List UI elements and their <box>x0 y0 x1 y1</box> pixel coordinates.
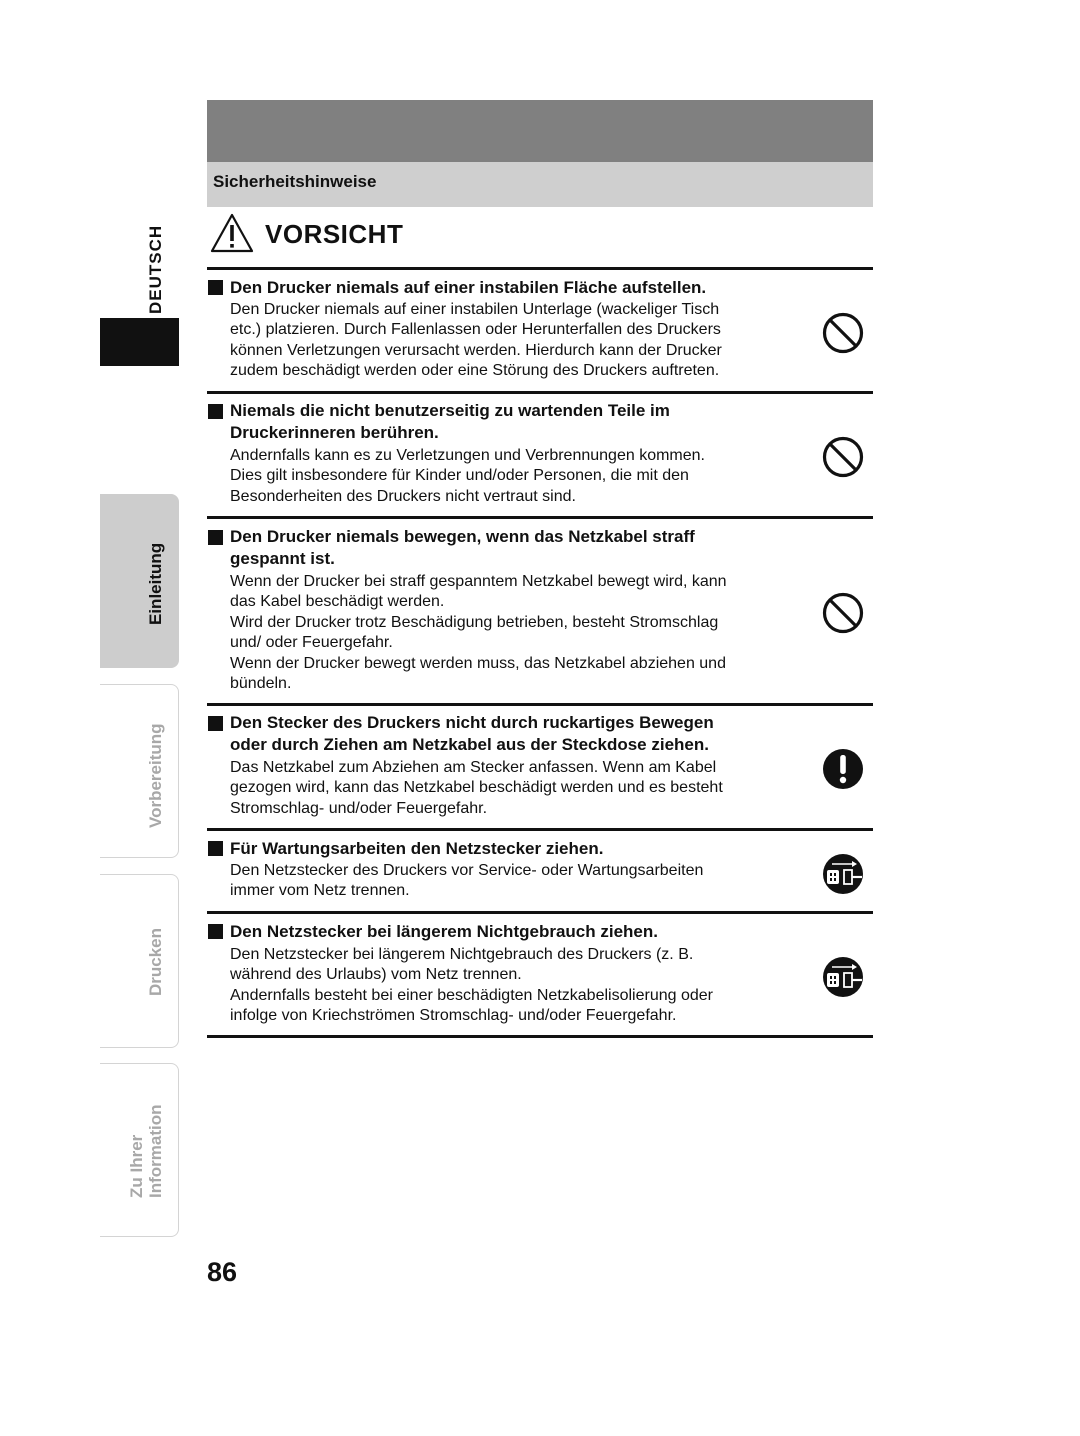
divider <box>207 828 873 831</box>
tab-drucken-label: Drucken <box>146 927 165 996</box>
item-heading: Für Wartungsarbeiten den Netzstecker ziehen. <box>230 839 604 858</box>
item-body: Den Drucker niemals auf einer instabilen Unterlage (wackeliger Tisch etc.) platzieren. Durch Fallenlassen oder Herunterfallen des Druckers können Verletzungen verursacht werden. Hierdurch kann der Drucker zudem beschädigt werden oder eine Störung des Druckers auftreten. <box>230 301 722 380</box>
unplug-icon <box>822 853 864 895</box>
caution-heading: VORSICHT <box>265 219 404 249</box>
item-body: Das Netzkabel zum Abziehen am Stecker anfassen. Wenn am Kabel gezogen wird, kann das Netzkabel beschädigt werden und es besteht Stromschlag- und/oder Feuergefahr. <box>230 759 723 817</box>
prohibition-icon <box>822 312 864 354</box>
divider <box>207 703 873 706</box>
tab-information-label: Information <box>146 1104 165 1198</box>
item-body: Den Netzstecker bei längerem Nichtgebrauch des Druckers (z. B. während des Urlaubs) vom Netz trennen. Andernfalls besteht bei einer beschädigten Netzkabelisolierung oder infolge von Kriechströmen Stromschlag- und/oder Feuergefahr. <box>230 946 713 1025</box>
item-body: Wenn der Drucker bei straff gespanntem Netzkabel bewegt wird, kann das Kabel beschädigt werden. Wird der Drucker trotz Beschädigung betrieben, besteht Stromschlag und/ oder Feuergefahr. Wenn der Drucker bewegt werden muss, das Netzkabel abziehen und bündeln. <box>230 573 727 693</box>
tab-zu-ihrer-label: Zu Ihrer <box>127 1134 146 1198</box>
bullet-square <box>208 404 223 419</box>
item-heading: Den Stecker des Druckers nicht durch ruckartiges Bewegen oder durch Ziehen am Netzkabel aus der Steckdose ziehen. <box>230 713 714 754</box>
tab-drucken[interactable] <box>100 874 179 1048</box>
divider <box>207 267 873 270</box>
divider <box>207 516 873 519</box>
divider <box>207 391 873 394</box>
item-heading: Den Drucker niemals bewegen, wenn das Netzkabel straff gespannt ist. <box>230 527 695 568</box>
item-body: Den Netzstecker des Druckers vor Service- oder Wartungsarbeiten immer vom Netz trennen. <box>230 862 704 900</box>
divider <box>207 911 873 914</box>
warning-triangle-icon <box>210 213 254 253</box>
tab-vorbereitung-label: Vorbereitung <box>146 723 165 828</box>
page-number: 86 <box>207 1257 238 1287</box>
item-heading: Den Drucker niemals auf einer instabilen Fläche aufstellen. <box>230 278 707 297</box>
prohibition-icon <box>822 592 864 634</box>
tab-einleitung[interactable] <box>100 494 179 668</box>
section-title: Sicherheitshinweise <box>213 172 377 191</box>
item-heading: Den Netzstecker bei längerem Nichtgebrauch ziehen. <box>230 922 658 941</box>
language-marker <box>100 318 179 366</box>
prohibition-icon <box>822 436 864 478</box>
mandatory-icon <box>822 748 864 790</box>
bullet-square <box>208 924 223 939</box>
unplug-icon <box>822 956 864 998</box>
bullet-square <box>208 841 223 856</box>
language-label: DEUTSCH <box>146 224 165 314</box>
bullet-square <box>208 530 223 545</box>
tab-einleitung-label: Einleitung <box>146 542 165 625</box>
item-body: Andernfalls kann es zu Verletzungen und Verbrennungen kommen. Dies gilt insbesondere für Kinder und/oder Personen, die mit den Besonderheiten des Druckers nicht vertraut sind. <box>230 447 705 505</box>
tab-vorbereitung[interactable] <box>100 684 179 858</box>
bullet-square <box>208 280 223 295</box>
header-bar <box>207 100 873 162</box>
item-heading: Niemals die nicht benutzerseitig zu wartenden Teile im Druckerinneren berühren. <box>230 401 670 442</box>
bullet-square <box>208 716 223 731</box>
divider <box>207 1035 873 1038</box>
